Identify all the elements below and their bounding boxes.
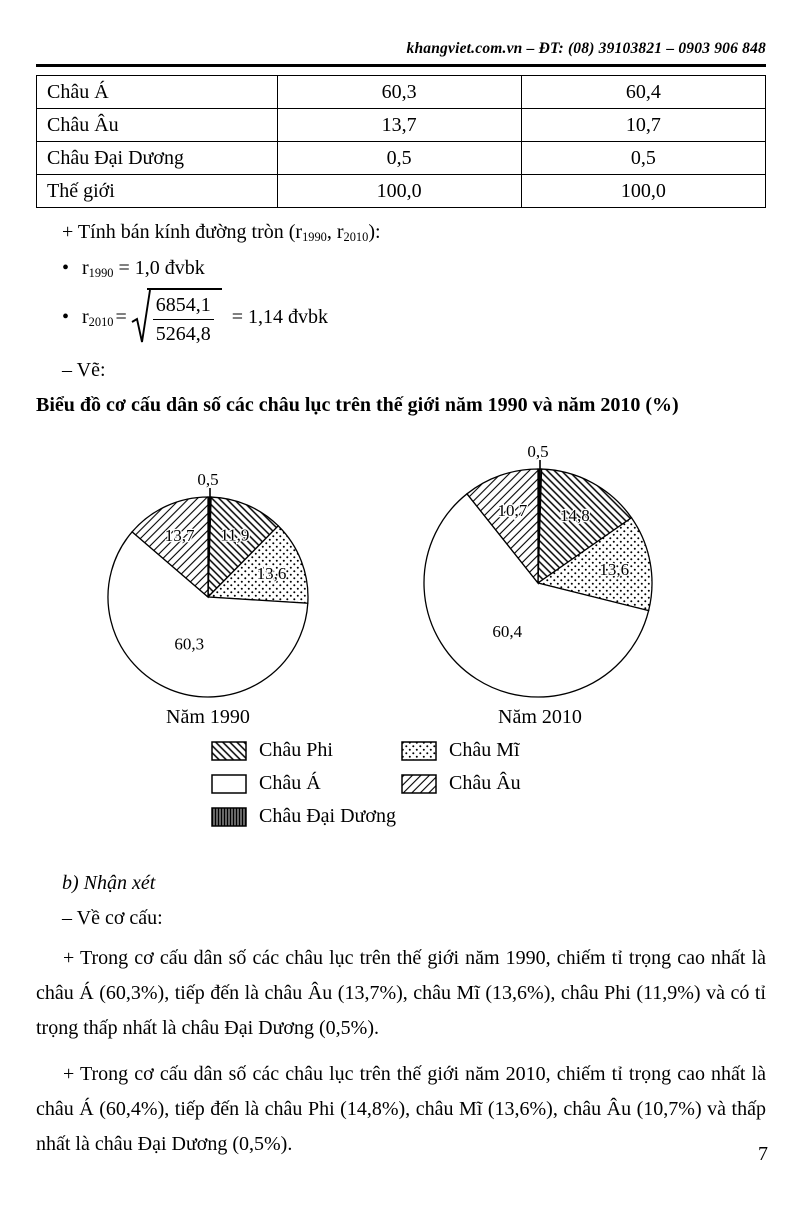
chart-title: Biểu đồ cơ cấu dân số các châu lục trên thế giới năm 1990 và năm 2010 (%): [36, 394, 679, 416]
page-header: [36, 40, 766, 58]
subscript-2010: 2010: [343, 230, 369, 245]
legend-swatch-chau-a: [211, 774, 247, 794]
pie-value-label-chau-au: 13,7: [164, 526, 195, 546]
r-symbol: r: [82, 257, 89, 279]
row-label: Châu Âu: [37, 109, 278, 142]
legend-label-chau-mi: Châu Mĩ: [449, 739, 520, 761]
value-1990: 13,7: [277, 109, 521, 142]
table-row: [37, 142, 766, 175]
legend-item-chau-a: [211, 772, 401, 795]
pie-chart-1990: [58, 447, 358, 701]
value-2010: 100,0: [521, 175, 765, 208]
r2010-result: = 1,14 đvbk: [231, 305, 329, 328]
legend-label-chau-dai-duong: Châu Đại Dương: [259, 805, 396, 827]
pie-value-label-chau-mi: 13,6: [599, 560, 630, 579]
pie-caption-1990: Năm 1990: [166, 706, 250, 728]
pie-value-label-chau-phi: 14,8: [560, 505, 590, 525]
pie-value-label-chau-dai-duong: 0,5: [197, 470, 219, 489]
value-2010: 10,7: [521, 109, 765, 142]
value-1990: 60,3: [277, 76, 521, 109]
pie-value-label-chau-a: 60,4: [492, 621, 523, 641]
legend-swatch-chau-phi: [211, 741, 247, 761]
pie-chart-2010: [388, 421, 692, 701]
r2010-formula-line: [62, 288, 766, 346]
page-number: 7: [758, 1143, 768, 1165]
value-2010: 0,5: [521, 142, 765, 175]
pie-figure-2010: [388, 421, 692, 729]
legend-item-chau-au: [401, 772, 591, 795]
radicand: [147, 288, 222, 346]
pie-charts-row: [58, 421, 766, 729]
equals-sign: =: [115, 305, 127, 328]
r-symbol: [82, 306, 113, 329]
table-row: [37, 109, 766, 142]
comments-section: [36, 872, 766, 1162]
r1990-value: = 1,0 đvbk: [113, 257, 205, 279]
text-fragment: r: [82, 305, 89, 328]
legend-item-chau-dai-duong: [211, 805, 401, 828]
bullet-icon: •: [62, 257, 70, 279]
pie-caption-2010: Năm 2010: [498, 706, 582, 728]
table-row: [37, 76, 766, 109]
value-2010: 60,4: [521, 76, 765, 109]
radius-intro-line: [62, 221, 766, 244]
legend-label-chau-au: Châu Âu: [449, 772, 521, 794]
subscript-2010: 2010: [88, 314, 114, 329]
draw-label-line: – Vẽ:: [62, 359, 106, 381]
legend-swatch-chau-dai-duong: [211, 807, 247, 827]
legend-swatch-chau-au: [401, 774, 437, 794]
legend-label-chau-phi: Châu Phi: [259, 739, 333, 761]
chart-legend: [211, 739, 591, 828]
pie-value-label-chau-a: 60,3: [174, 634, 205, 654]
pie-value-label-chau-dai-duong: 0,5: [527, 442, 549, 461]
text-fragment: ):: [368, 221, 381, 243]
header-rule: [36, 64, 766, 67]
legend-item-chau-phi: [211, 739, 401, 762]
legend-item-chau-mi: [401, 739, 591, 762]
row-label: Châu Đại Dương: [37, 142, 278, 175]
comments-heading: b) Nhận xét: [62, 872, 156, 894]
text-fragment: + Tính bán kính đường tròn (r: [62, 221, 303, 243]
legend-label-chau-a: Châu Á: [259, 772, 321, 794]
value-1990: 100,0: [277, 175, 521, 208]
legend-swatch-chau-mi: [401, 741, 437, 761]
value-1990: 0,5: [277, 142, 521, 175]
row-label: Châu Á: [37, 76, 278, 109]
pie-figure-1990: [58, 447, 358, 729]
r1990-line: [62, 257, 766, 280]
sqrt-expression: [131, 288, 222, 346]
pie-value-label-chau-phi: 11,9: [220, 525, 250, 545]
comment-paragraph-2010: + Trong cơ cấu dân số các châu lục trên thế giới năm 2010, chiếm tỉ trọng cao nhất là châu Á (60,4%), tiếp đến là châu Phi (14,8%), châu Mĩ (13,6%), châu Âu (10,7%) và thấp nhất là châu Đại Dương (0,5%).: [36, 1063, 766, 1155]
fraction: [153, 293, 214, 346]
subscript-1990: 1990: [302, 230, 327, 245]
pie-value-label-chau-au: 10,7: [497, 500, 528, 520]
comments-subheading: – Về cơ cấu:: [62, 907, 163, 929]
bullet-icon: •: [62, 305, 70, 328]
fraction-numerator: 6854,1: [153, 293, 214, 320]
comment-paragraph-1990: + Trong cơ cấu dân số các châu lục trên thế giới năm 1990, chiếm tỉ trọng cao nhất là châu Á (60,3%), tiếp đến là châu Âu (13,7%), châu Mĩ (13,6%), châu Phi (11,9%) và có tỉ trọng thấp nhất là châu Đại Dương (0,5%).: [36, 947, 766, 1039]
publisher-contact-text: khangviet.com.vn – ĐT: (08) 39103821 – 0903 906 848: [406, 40, 766, 57]
row-label: Thế giới: [37, 175, 278, 208]
table-row: [37, 175, 766, 208]
subscript-1990: 1990: [88, 266, 114, 281]
text-fragment: , r: [326, 221, 344, 243]
population-structure-table: [36, 75, 766, 208]
pie-value-label-chau-mi: 13,6: [256, 563, 287, 583]
fraction-denominator: 5264,8: [155, 323, 211, 345]
